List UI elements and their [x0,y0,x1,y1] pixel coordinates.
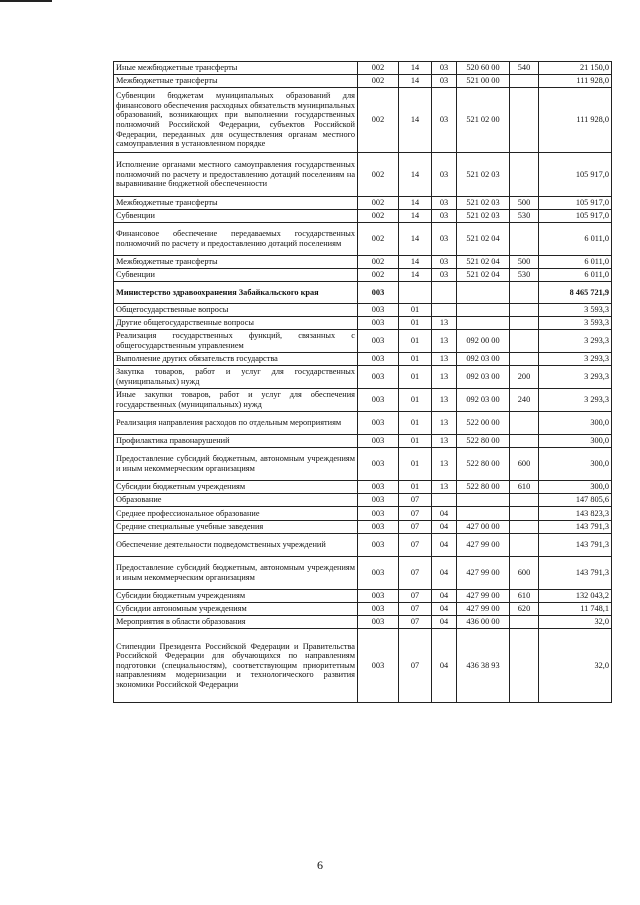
row-section-code: 07 [399,534,432,557]
row-amount: 3 293,3 [539,353,612,366]
table-row [114,223,612,256]
page-number: 6 [317,858,323,872]
table-row [114,507,612,521]
row-amount: 3 593,3 [539,304,612,317]
row-name: Субсидии бюджетным учреждениям [114,590,358,603]
row-expense-kind: 530 [510,210,539,223]
row-target-code [457,304,510,317]
table-row [114,590,612,603]
row-subsection-code: 13 [432,366,457,389]
row-section-code: 07 [399,507,432,521]
row-name: Образование [114,494,358,507]
row-expense-kind [510,629,539,703]
row-subsection-code: 13 [432,330,457,353]
row-ministry-code: 003 [358,389,399,412]
row-expense-kind: 200 [510,366,539,389]
row-name: Средние специальные учебные заведения [114,521,358,534]
row-amount: 300,0 [539,412,612,435]
row-section-code: 01 [399,330,432,353]
table-row [114,448,612,481]
budget-table-body [114,62,612,703]
table-row [114,494,612,507]
row-expense-kind: 540 [510,62,539,75]
row-target-code: 521 02 04 [457,256,510,269]
row-subsection-code [432,304,457,317]
row-expense-kind [510,435,539,448]
row-section-code: 01 [399,304,432,317]
row-subsection-code: 03 [432,62,457,75]
table-row [114,389,612,412]
row-subsection-code [432,494,457,507]
row-ministry-code: 003 [358,330,399,353]
row-section-code: 14 [399,210,432,223]
row-name: Предоставление субсидий бюджетным, автономным учреждениям и иным некоммерческим организациям [114,557,358,590]
row-amount: 143 791,3 [539,534,612,557]
row-name: Выполнение других обязательств государства [114,353,358,366]
row-name-text: Министерство здравоохранения Забайкальского края [116,287,319,297]
row-target-code: 427 99 00 [457,590,510,603]
row-name: Общегосударственные вопросы [114,304,358,317]
row-amount: 132 043,2 [539,590,612,603]
row-ministry-code: 002 [358,269,399,282]
row-target-code: 092 03 00 [457,389,510,412]
row-section-code: 07 [399,629,432,703]
row-subsection-code: 03 [432,75,457,88]
row-subsection-code: 03 [432,153,457,197]
row-expense-kind: 600 [510,448,539,481]
row-target-code: 522 80 00 [457,481,510,494]
table-row [114,256,612,269]
row-ministry-code: 002 [358,75,399,88]
row-section-code: 01 [399,448,432,481]
row-target-code: 520 60 00 [457,62,510,75]
row-amount: 143 791,3 [539,521,612,534]
row-target-code: 522 80 00 [457,448,510,481]
row-section-code: 01 [399,353,432,366]
row-target-code: 521 02 04 [457,223,510,256]
row-ministry-code: 002 [358,256,399,269]
row-ministry-code: 003 [358,282,399,304]
row-target-code: 092 03 00 [457,366,510,389]
row-amount: 6 011,0 [539,256,612,269]
row-expense-kind: 610 [510,481,539,494]
row-name: Межбюджетные трансферты [114,256,358,269]
row-ministry-code: 002 [358,153,399,197]
row-target-code: 521 02 03 [457,210,510,223]
row-subsection-code: 13 [432,389,457,412]
row-target-code: 521 02 03 [457,197,510,210]
row-ministry-code: 003 [358,507,399,521]
row-amount: 105 917,0 [539,210,612,223]
row-name: Другие общегосударственные вопросы [114,317,358,330]
row-subsection-code: 13 [432,353,457,366]
row-amount: 32,0 [539,616,612,629]
row-ministry-code: 003 [358,366,399,389]
row-section-code: 14 [399,197,432,210]
table-row [114,197,612,210]
row-section-code: 14 [399,153,432,197]
row-name: Межбюджетные трансферты [114,75,358,88]
row-amount: 111 928,0 [539,88,612,153]
row-amount: 3 593,3 [539,317,612,330]
row-ministry-code: 003 [358,603,399,616]
row-amount: 105 917,0 [539,153,612,197]
row-expense-kind: 500 [510,197,539,210]
row-name: Среднее профессиональное образование [114,507,358,521]
row-name: Профилактика правонарушений [114,435,358,448]
row-section-code: 07 [399,494,432,507]
table-row [114,603,612,616]
row-name: Субвенции бюджетам муниципальных образований для финансового обеспечения расходных обязательств муниципальных образований, возникающих при выполнении государственных полномочий Российской Федерации, субъектов Российской Федерации, переданных для осуществления органам местного самоуправления в установленном порядке [114,88,358,153]
row-name: Иные закупки товаров, работ и услуг для обеспечения государственных (муниципальных) нужд [114,389,358,412]
row-expense-kind [510,317,539,330]
row-amount: 300,0 [539,435,612,448]
row-name: Реализация направления расходов по отдельным мероприятиям [114,412,358,435]
row-expense-kind [510,330,539,353]
row-target-code: 092 03 00 [457,353,510,366]
row-expense-kind [510,534,539,557]
table-row [114,269,612,282]
table-row [114,304,612,317]
row-amount: 3 293,3 [539,330,612,353]
row-subsection-code [432,282,457,304]
row-subsection-code: 03 [432,210,457,223]
row-target-code: 436 38 93 [457,629,510,703]
table-row [114,88,612,153]
table-row [114,557,612,590]
table-row [114,435,612,448]
row-ministry-code: 003 [358,353,399,366]
row-amount: 111 928,0 [539,75,612,88]
row-target-code: 092 00 00 [457,330,510,353]
table-row [114,153,612,197]
row-section-code: 07 [399,590,432,603]
row-name: Субсидии бюджетным учреждениям [114,481,358,494]
row-ministry-code: 003 [358,494,399,507]
row-subsection-code: 13 [432,317,457,330]
row-amount: 300,0 [539,448,612,481]
row-section-code: 07 [399,603,432,616]
row-target-code: 427 99 00 [457,534,510,557]
row-target-code: 427 00 00 [457,521,510,534]
row-section-code: 14 [399,256,432,269]
row-expense-kind: 620 [510,603,539,616]
table-row [114,481,612,494]
row-amount: 143 823,3 [539,507,612,521]
table-row [114,210,612,223]
row-expense-kind [510,353,539,366]
row-subsection-code: 03 [432,88,457,153]
row-expense-kind [510,223,539,256]
table-row [114,282,612,304]
row-target-code: 521 02 04 [457,269,510,282]
row-target-code: 427 99 00 [457,603,510,616]
row-expense-kind: 240 [510,389,539,412]
row-target-code: 522 80 00 [457,435,510,448]
row-target-code: 522 00 00 [457,412,510,435]
row-ministry-code: 002 [358,88,399,153]
row-subsection-code: 04 [432,521,457,534]
row-target-code: 436 00 00 [457,616,510,629]
row-section-code: 07 [399,616,432,629]
row-name: Стипендии Президента Российской Федерации и Правительства Российской Федерации для обучающихся по направлениям подготовки (специальностям), соответствующим приоритетным направлениям модернизации и технологического развития экономики Российской Федерации [114,629,358,703]
row-expense-kind [510,507,539,521]
row-name: Субвенции [114,269,358,282]
row-name: Субвенции [114,210,358,223]
row-name: Мероприятия в области образования [114,616,358,629]
row-expense-kind [510,75,539,88]
row-expense-kind: 530 [510,269,539,282]
row-amount: 8 465 721,9 [539,282,612,304]
row-amount: 105 917,0 [539,197,612,210]
table-row [114,62,612,75]
row-expense-kind [510,153,539,197]
row-subsection-code: 04 [432,534,457,557]
row-section-code: 14 [399,269,432,282]
row-name: Предоставление субсидий бюджетным, автономным учреждениям и иным некоммерческим организациям [114,448,358,481]
row-expense-kind [510,494,539,507]
row-section-code: 07 [399,521,432,534]
table-row [114,330,612,353]
row-subsection-code: 03 [432,223,457,256]
row-subsection-code: 03 [432,256,457,269]
row-name: Обеспечение деятельности подведомственных учреждений [114,534,358,557]
row-ministry-code: 003 [358,448,399,481]
table-row [114,412,612,435]
row-name: Финансовое обеспечение передаваемых государственных полномочий по расчету и предоставлению дотаций поселениям [114,223,358,256]
row-subsection-code: 04 [432,507,457,521]
row-name: Реализация государственных функций, связанных с общегосударственным управлением [114,330,358,353]
row-ministry-code: 003 [358,629,399,703]
row-ministry-code: 003 [358,590,399,603]
row-subsection-code: 03 [432,269,457,282]
table-row [114,75,612,88]
row-ministry-code: 003 [358,412,399,435]
row-name: Закупка товаров, работ и услуг для государственных (муниципальных) нужд [114,366,358,389]
row-subsection-code: 13 [432,435,457,448]
row-subsection-code: 04 [432,603,457,616]
row-amount: 32,0 [539,629,612,703]
row-expense-kind [510,521,539,534]
row-target-code [457,282,510,304]
row-expense-kind [510,616,539,629]
row-ministry-code: 002 [358,223,399,256]
row-target-code [457,317,510,330]
row-amount: 3 293,3 [539,389,612,412]
row-ministry-code: 003 [358,481,399,494]
row-amount: 6 011,0 [539,269,612,282]
table-row [114,521,612,534]
row-subsection-code: 04 [432,590,457,603]
row-ministry-code: 003 [358,435,399,448]
row-target-code: 521 02 00 [457,88,510,153]
row-name: Межбюджетные трансферты [114,197,358,210]
row-amount: 6 011,0 [539,223,612,256]
row-subsection-code: 04 [432,629,457,703]
row-section-code: 01 [399,412,432,435]
row-ministry-code: 002 [358,62,399,75]
row-ministry-code: 003 [358,317,399,330]
row-expense-kind: 500 [510,256,539,269]
row-subsection-code: 04 [432,616,457,629]
row-section-code: 01 [399,389,432,412]
row-section-code: 14 [399,62,432,75]
row-expense-kind: 610 [510,590,539,603]
row-name [114,282,358,304]
row-section-code: 14 [399,88,432,153]
row-subsection-code: 13 [432,448,457,481]
table-row [114,353,612,366]
row-section-code: 07 [399,557,432,590]
row-expense-kind [510,304,539,317]
row-ministry-code: 002 [358,210,399,223]
row-target-code: 521 02 03 [457,153,510,197]
table-row [114,616,612,629]
row-expense-kind [510,412,539,435]
row-expense-kind: 600 [510,557,539,590]
row-ministry-code: 003 [358,557,399,590]
row-subsection-code: 13 [432,481,457,494]
row-ministry-code: 003 [358,521,399,534]
row-amount: 300,0 [539,481,612,494]
row-name: Субсидии автономным учреждениям [114,603,358,616]
row-name: Исполнение органами местного самоуправления государственных полномочий по расчету и предоставлению дотаций поселениям на выравнивание бюджетной обеспеченности [114,153,358,197]
row-section-code: 14 [399,223,432,256]
table-row [114,366,612,389]
table-row [114,629,612,703]
row-target-code [457,507,510,521]
row-amount: 3 293,3 [539,366,612,389]
row-section-code [399,282,432,304]
table-row [114,534,612,557]
row-target-code: 521 00 00 [457,75,510,88]
row-ministry-code: 003 [358,534,399,557]
row-ministry-code: 002 [358,197,399,210]
row-subsection-code: 03 [432,197,457,210]
row-target-code: 427 99 00 [457,557,510,590]
row-ministry-code: 003 [358,304,399,317]
table-row [114,317,612,330]
row-name: Иные межбюджетные трансферты [114,62,358,75]
row-section-code: 01 [399,317,432,330]
top-corner-rule [0,0,52,2]
row-amount: 143 791,3 [539,557,612,590]
budget-table [113,61,612,703]
row-expense-kind [510,88,539,153]
row-target-code [457,494,510,507]
row-section-code: 01 [399,435,432,448]
row-ministry-code: 003 [358,616,399,629]
row-subsection-code: 04 [432,557,457,590]
row-section-code: 01 [399,481,432,494]
row-expense-kind [510,282,539,304]
row-section-code: 14 [399,75,432,88]
row-amount: 21 150,0 [539,62,612,75]
row-amount: 11 748,1 [539,603,612,616]
row-amount: 147 805,6 [539,494,612,507]
row-section-code: 01 [399,366,432,389]
row-subsection-code: 13 [432,412,457,435]
